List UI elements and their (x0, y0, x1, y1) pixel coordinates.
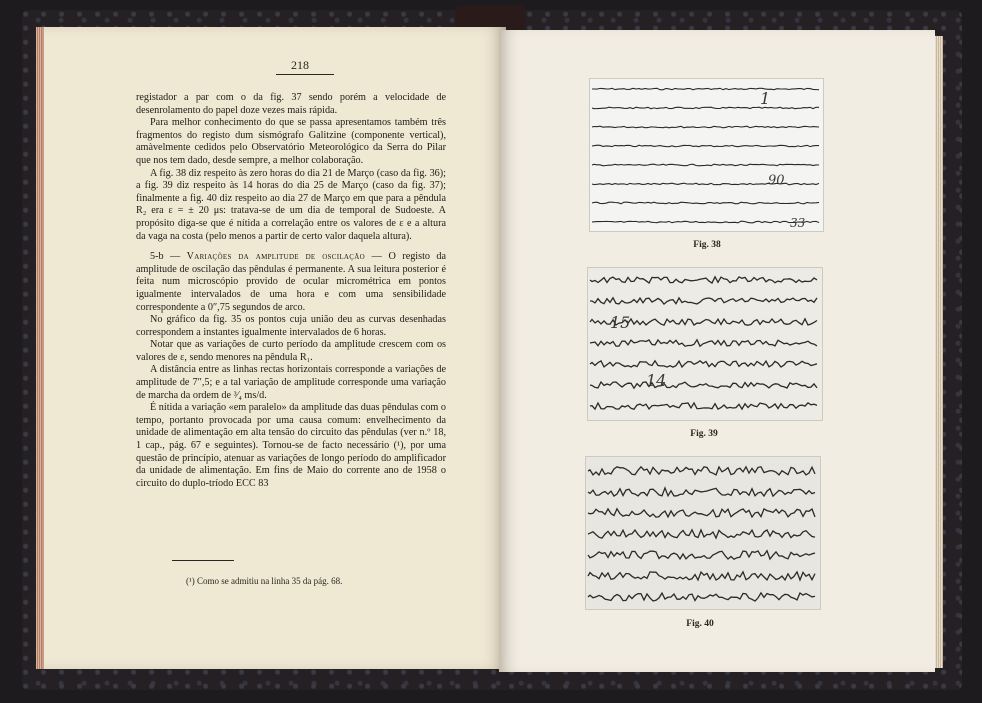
page-edges (36, 27, 42, 669)
handwritten-mark: 90 (768, 173, 785, 188)
page-number: 218 (291, 58, 309, 72)
footnote-rule (172, 560, 234, 561)
right-page-edges (935, 36, 943, 668)
handwritten-mark: 1 (760, 89, 771, 108)
paragraph: Notar que as variações de curto período da amplitude crescem com os valores de ε, sendo menores na pêndula R₁. (136, 339, 446, 363)
seismogram-trace (590, 403, 817, 409)
seismogram-trace (592, 202, 819, 204)
seismogram-trace (590, 361, 817, 367)
figure-39-seismogram (587, 267, 823, 421)
seismogram-39-traces (588, 268, 822, 420)
seismogram-trace (588, 572, 815, 580)
section-number: 5-b — (150, 251, 181, 263)
paragraph: A fig. 38 diz respeito às zero horas do dia 21 de Março (caso da fig. 36); a fig. 39 diz respeito às 14 horas do dia 25 de Março (caso da fig. 37); finalmente a fig. 40 diz respeito ao dia 27 de Março em que para a pêndula R₂ era ε = ± 20 μs: tratava-se de um dia de temporal de Sudoeste. A propósito diga-se que é nítida a correlação entre os valores de ε e a altura da vaga na costa (pelo menos a partir de certo valor daquela altura). (136, 167, 446, 242)
figure-39-caption: Fig. 39 (690, 429, 718, 439)
paragraph: No gráfico da fig. 35 os pontos cuja união deu as curvas desenhadas correspondem a instantes igualmente intervalados de 6 horas. (136, 314, 446, 338)
seismogram-trace (588, 467, 815, 475)
seismogram-trace (592, 183, 819, 185)
seismogram-trace (590, 382, 817, 388)
seismogram-trace (592, 88, 819, 90)
figure-38-caption: Fig. 38 (693, 240, 721, 250)
page-number-rule (276, 74, 334, 75)
seismogram-trace (592, 107, 819, 109)
paragraph: Para melhor conhecimento do que se passa apresentamos também três fragmentos do registo dum sismógrafo Galitzine (componente vertical), amàvelmente cedidos pelo Observatório Meteorológico da Serra do Pilar que nos tem dado, desde sempre, a melhor colaboração. (136, 117, 446, 166)
paragraph: A distância entre as linhas rectas horizontais corresponde a variações de amplitude de 7″,5; e a tal variação de amplitude corresponde uma variação de marcha da ordem de ³⁄₄ ms/d. (136, 364, 446, 401)
seismogram-trace (592, 164, 819, 166)
seismogram-trace (592, 145, 819, 147)
handwritten-mark: 15 (610, 313, 631, 332)
seismogram-trace (588, 488, 815, 496)
seismogram-trace (592, 221, 819, 223)
figure-40-caption: Fig. 40 (686, 619, 714, 629)
seismogram-trace (592, 126, 819, 128)
section-paragraph (136, 251, 446, 314)
body-text (136, 92, 446, 490)
paragraph: É nítida a variação «em paralelo» da amplitude das duas pêndulas com o tempo, portanto provocada por uma causa comum: envelhecimento da unidade de alimentação em alta tensão do circuito das pêndulas (ver n.º 18, 1 cap., pág. 67 e seguintes). Tornou-se de facto necessário (¹), por uma questão de princípio, atenuar as variações de longo período do amplificador da unidade de alimentação. Em fins de Maio do corrente ano de 1958 o circuito do duplo-tríodo ECC 83 (136, 402, 446, 489)
seismogram-trace (590, 340, 817, 346)
seismogram-38-traces (590, 79, 823, 231)
seismogram-trace (590, 298, 817, 304)
paragraph: registador a par com o da fig. 37 sendo porém a velocidade de desenrolamento do papel doze vezes mais rápida. (136, 92, 446, 116)
right-page (499, 30, 935, 672)
handwritten-mark: 14 (646, 371, 667, 390)
figure-40-seismogram (585, 456, 821, 610)
handwritten-mark: 33 (790, 216, 806, 230)
section-heading: Variações da amplitude de oscilação — (186, 251, 383, 263)
seismogram-trace (588, 551, 815, 559)
seismogram-trace (588, 530, 815, 538)
seismogram-trace (588, 593, 815, 601)
section-text: O registo da amplitude de oscilação das pêndulas é permanente. A sua leitura posterior é feita num microscópio provido de ocular micrométrica em pontos igualmente intervalados de uma hora e com uma sensibilidade correspondente a 0″,75 segundos de arco. (136, 251, 447, 313)
footnote: (¹) Como se admitiu na linha 35 da pág. 68. (186, 576, 343, 586)
seismogram-trace (588, 509, 815, 517)
seismogram-trace (590, 277, 817, 283)
figure-38-seismogram (589, 78, 824, 232)
seismogram-40-traces (586, 457, 820, 609)
